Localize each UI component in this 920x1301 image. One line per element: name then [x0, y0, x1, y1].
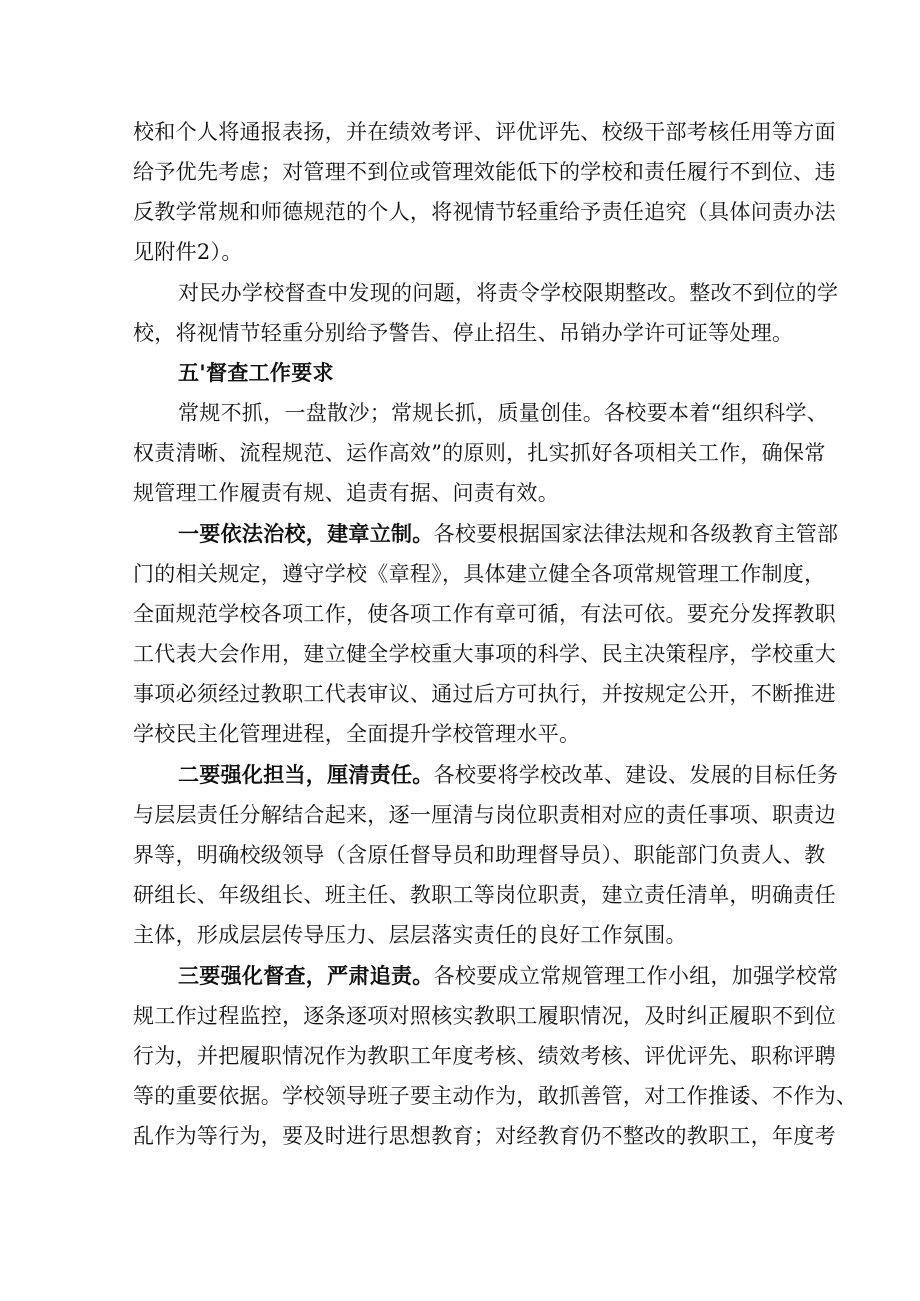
text-line: 研组长、年级组长、班主任、教职工等岗位职责，建立责任清单，明确责任 — [133, 883, 836, 907]
text-line: 规工作过程监控，逐条逐项对照核实教职工履职情况，及时纠正履职不到位 — [133, 1004, 836, 1028]
text-line: 反教学常规和师德规范的个人，将视情节轻重给予责任追究（具体问责办法 — [133, 200, 836, 224]
text-line: 全面规范学校各项工作，使各项工作有章可循，有法可依。要充分发挥教职 — [133, 602, 836, 626]
paragraph-lead-line — [178, 957, 838, 995]
text-line: 事项必须经过教职工代表审议、通过后方可执行，并按规定公开，不断推进 — [133, 682, 836, 706]
text-line: 对民办学校督查中发现的问题，将责令学校限期整改。整改不到位的学 — [178, 281, 839, 305]
text-line: 乱作为等行为，要及时进行思想教育；对经教育仍不整改的教职工，年度考 — [133, 1124, 836, 1148]
paragraph-lead-rest: 各校要将学校改革、建设、发展的目标任务 — [433, 763, 839, 787]
text-line: 常规不抓，一盘散沙；常规长抓，质量创佳。各校要本着“组织科学、 — [178, 401, 829, 425]
paragraph-lead-bold: 三要强化督查，严肃追责。 — [178, 963, 434, 988]
section-heading: 五'督查工作要求 — [178, 360, 334, 385]
text-line: 等的重要依据。学校领导班子要主动作为，敢抓善管，对工作推诿、不作为、 — [133, 1084, 858, 1108]
text-line: 界等，明确校级领导（含原任督导员和助理督导员）、职能部门负责人、教 — [133, 843, 826, 867]
text-line: 与层层责任分解结合起来，逐一厘清与岗位职责相对应的责任事项、职责边 — [133, 803, 836, 827]
text-line: 工代表大会作用，建立健全学校重大事项的科学、民主决策程序，学校重大 — [133, 642, 836, 666]
text-line: 校和个人将通报表扬，并在绩效考评、评优评先、校级干部考核任用等方面 — [133, 120, 836, 144]
text-line: 行为，并把履职情况作为教职工年度考核、绩效考核、评优评先、职称评聘 — [133, 1044, 836, 1068]
text-line: 规管理工作履责有规、追责有据、问责有效。 — [133, 481, 559, 505]
paragraph-lead-bold: 一要依法治校，建章立制。 — [178, 521, 434, 546]
text-line: 学校民主化管理进程，全面提升学校管理水平。 — [133, 722, 581, 746]
text-line: 校，将视情节轻重分别给予警告、停止招生、吊销办学许可证等处理。 — [133, 321, 794, 345]
text-line: 见附件2）。 — [133, 240, 243, 264]
paragraph-lead-bold: 二要强化担当，厘清责任。 — [178, 762, 434, 787]
paragraph-lead-rest: 各校要成立常规管理工作小组，加强学校常 — [433, 964, 839, 988]
paragraph-lead-rest: 各校要根据国家法律法规和各级教育主管部 — [433, 522, 839, 546]
text-line: 主体，形成层层传导压力、层层落实责任的良好工作氛围。 — [133, 923, 687, 947]
text-line: 权责清晰、流程规范、运作高效”的原则，扎实抓好各项相关工作，确保常 — [133, 441, 826, 465]
paragraph-lead-line — [178, 515, 838, 553]
text-line: 门的相关规定，遵守学校《章程》，具体建立健全各项常规管理工作制度， — [133, 562, 826, 586]
text-line: 给予优先考虑；对管理不到位或管理效能低下的学校和责任履行不到位、违 — [133, 160, 836, 184]
paragraph-lead-line — [178, 756, 838, 794]
